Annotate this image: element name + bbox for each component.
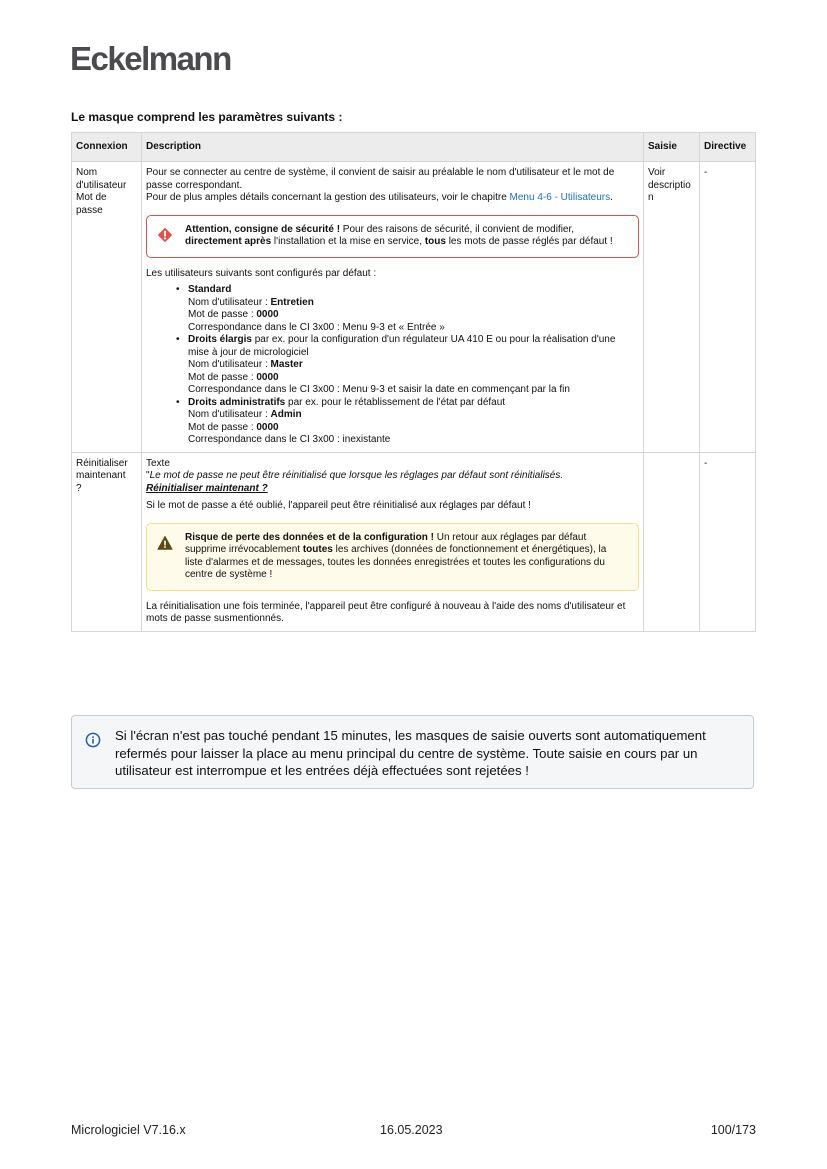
list-item: • Standard Nom d'utilisateur : Entretien Mot de passe : 0000 Correspondance dans le CI 3x00 : Menu 9-3 et « Entrée » [188, 284, 639, 334]
header-directive: Directive [700, 133, 756, 162]
section-title: Le masque comprend les paramètres suivants : [71, 110, 343, 124]
danger-icon [157, 224, 185, 248]
list-item: • Droits administratifs par ex. pour le rétablissement de l'état par défaut Nom d'utilisateur : Admin Mot de passe : 0000 Correspondance dans le CI 3x00 : inexistante [188, 397, 639, 447]
table-header-row [72, 133, 756, 162]
brand-logo: Eckelmann [70, 40, 231, 77]
footer-page-number: 100/173 [710, 1123, 756, 1137]
cell-directive: - [700, 162, 756, 453]
cell-saisie [644, 452, 700, 631]
header-connexion: Connexion [72, 133, 142, 162]
connexion-line: d'utilisateur [76, 179, 127, 191]
connexion-line: Nom [76, 167, 98, 178]
data-loss-callout-text: Risque de perte des données et de la configuration ! Un retour aux réglages par défaut supprime irrévocablement toutes les archives (données de fonctionnement et énergétiques), la liste d'alarmes et de messages, toutes les données enregistrées et toutes les configurations du centre de système ! [185, 531, 607, 580]
cell-description [142, 452, 644, 631]
data-loss-callout [146, 523, 639, 591]
info-note-text: Si l'écran n'est pas touché pendant 15 minutes, les masques de saisie ouverts sont automatiquement refermés pour laisser la place au menu principal du centre de système. Toute saisie en cours par un utilisateur est interrompue et les entrées déjà effectuées sont rejetées ! [115, 728, 706, 778]
security-callout [146, 215, 639, 258]
cell-saisie: Voir descriptio n [644, 162, 700, 453]
connexion-line: Mot de [76, 192, 107, 203]
security-callout-text: Attention, consigne de sécurité ! Pour des raisons de sécurité, il convient de modifier, directement après l'installation et la mise en service, tous les mots de passe réglés par défaut ! [185, 223, 613, 247]
footer-date: 16.05.2023 [380, 1123, 443, 1137]
description-intro: Pour se connecter au centre de système, il convient de saisir au préalable le nom d'utilisateur et le mot de passe correspondant. [146, 167, 615, 191]
forgot-text: Si le mot de passe a été oublié, l'appareil peut être réinitialisé aux réglages par défaut ! [146, 500, 531, 511]
texte-label: Texte [146, 457, 170, 469]
table-row [72, 452, 756, 631]
cell-directive: - [700, 452, 756, 631]
cell-connexion: Réinitialiser maintenant ? [72, 452, 142, 631]
final-text: La réinitialisation une fois terminée, l'appareil peut être configuré à nouveau à l'aide des noms d'utilisateur et mots de passe susmentionnés. [146, 600, 626, 624]
info-icon [85, 732, 101, 753]
cell-connexion [72, 162, 142, 453]
table-row [72, 162, 756, 453]
cell-description [142, 162, 644, 453]
info-note [71, 715, 754, 789]
users-intro: Les utilisateurs suivants sont configurés par défaut : [146, 267, 377, 279]
connexion-line: passe [76, 204, 103, 216]
chapter-link[interactable]: Menu 4-6 - Utilisateurs [509, 192, 611, 203]
header-saisie: Saisie [644, 133, 700, 162]
header-description: Description [142, 133, 644, 162]
description-reference: Pour de plus amples détails concernant la gestion des utilisateurs, voir le chapitre Menu 4-6 - Utilisateurs. [146, 192, 613, 203]
reset-prompt: Réinitialiser maintenant ? [146, 482, 268, 494]
parameters-table [71, 132, 756, 632]
footer-firmware-version: Micrologiciel V7.16.x [71, 1123, 186, 1137]
reset-quote: "Le mot de passe ne peut être réinitialisé que lorsque les réglages par défaut sont réinitialisés. [146, 470, 564, 481]
default-users-list [146, 284, 639, 447]
list-item: • Droits élargis par ex. pour la configuration d'un régulateur UA 410 E ou pour la réalisation d'une mise à jour de micrologiciel Nom d'utilisateur : Master Mot de passe : 0000 Correspondance dans le CI 3x00 : Menu 9-3 et saisir la date en commençant par la fin [188, 334, 639, 397]
warning-icon [157, 532, 185, 556]
